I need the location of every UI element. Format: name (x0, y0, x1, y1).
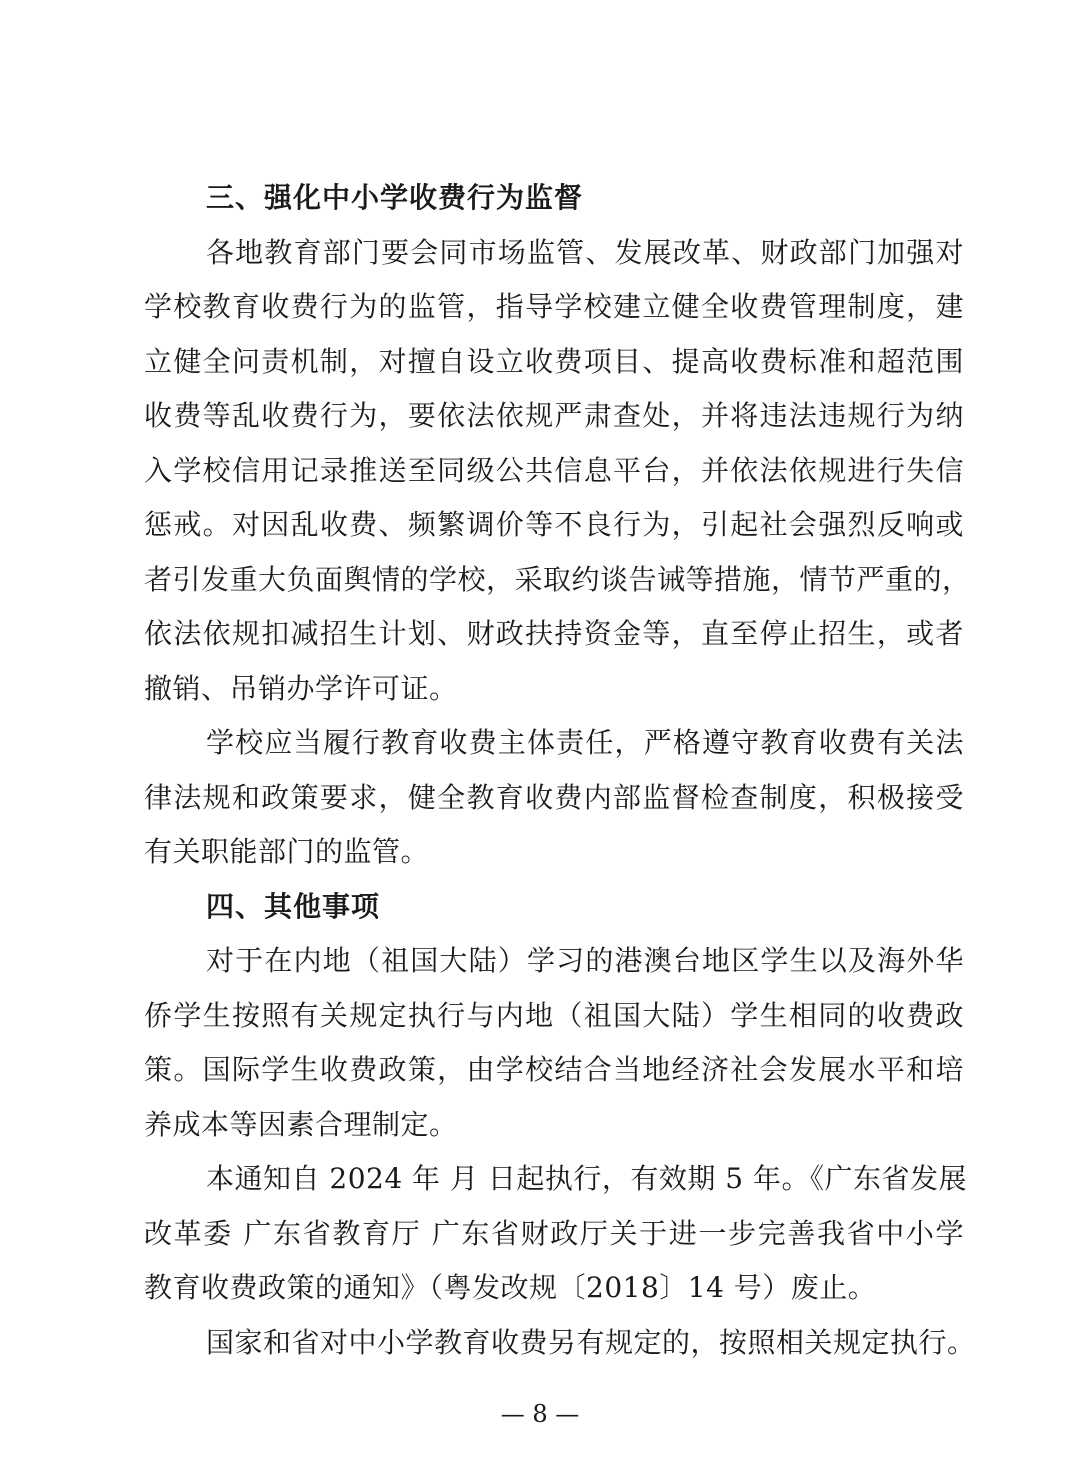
text-line: 策。国际学生收费政策，由学校结合当地经济社会发展水平和培 (144, 1053, 964, 1086)
section-heading-4: 四、其他事项 (206, 889, 381, 923)
text-line: 立健全问责机制，对擅自设立收费项目、提高收费标准和超范围 (144, 344, 964, 378)
section-heading-3: 三、强化中小学收费行为监督 (206, 181, 584, 214)
text-line: 养成本等因素合理制定。 (144, 1107, 458, 1141)
text-line: 改革委 广东省教育厅 广东省财政厅关于进一步完善我省中小学 (144, 1216, 964, 1250)
text-line: 惩戒。对因乱收费、频繁调价等不良行为，引起社会强烈反响或 (144, 508, 964, 541)
section4-paragraph-1 (144, 934, 964, 1152)
text-line: 侨学生按照有关规定执行与内地（祖国大陆）学生相同的收费政 (144, 998, 964, 1032)
text-line: 入学校信用记录推送至同级公共信息平台，并依法依规进行失信 (144, 453, 964, 487)
text-line: 国家和省对中小学教育收费另有规定的，按照相关规定执行。 (206, 1325, 976, 1359)
text-line: 撤销、吊销办学许可证。 (144, 671, 458, 705)
text-line: 律法规和政策要求，健全教育收费内部监督检查制度，积极接受 (144, 780, 964, 814)
text-line: 有关职能部门的监管。 (144, 835, 430, 868)
section4-paragraph-3 (144, 1316, 976, 1371)
text-line: 收费等乱收费行为，要依法依规严肃查处，并将违法违规行为纳 (144, 399, 964, 432)
text-line: 学校应当履行教育收费主体责任，严格遵守教育收费有关法 (206, 726, 964, 759)
page-number: — 8 — (500, 1400, 580, 1428)
text-line: 本通知自 2024 年 月 日起执行，有效期 5 年。《广东省发展 (206, 1162, 967, 1195)
text-line: 依法依规扣减招生计划、财政扶持资金等，直至停止招生，或者 (144, 617, 964, 650)
section3-paragraph-2 (144, 716, 964, 880)
text-line: 者引发重大负面舆情的学校，采取约谈告诫等措施，情节严重的， (144, 562, 971, 596)
text-line: 学校教育收费行为的监管，指导学校建立健全收费管理制度，建 (144, 290, 964, 323)
section4-paragraph-2 (144, 1152, 967, 1316)
document-body (144, 171, 976, 1370)
text-line: 教育收费政策的通知》（粤发改规〔2018〕14 号）废止。 (144, 1271, 877, 1304)
section3-paragraph-1 (144, 226, 971, 717)
text-line: 各地教育部门要会同市场监管、发展改革、财政部门加强对 (206, 235, 964, 269)
text-line: 对于在内地（祖国大陆）学习的港澳台地区学生以及海外华 (206, 944, 964, 977)
